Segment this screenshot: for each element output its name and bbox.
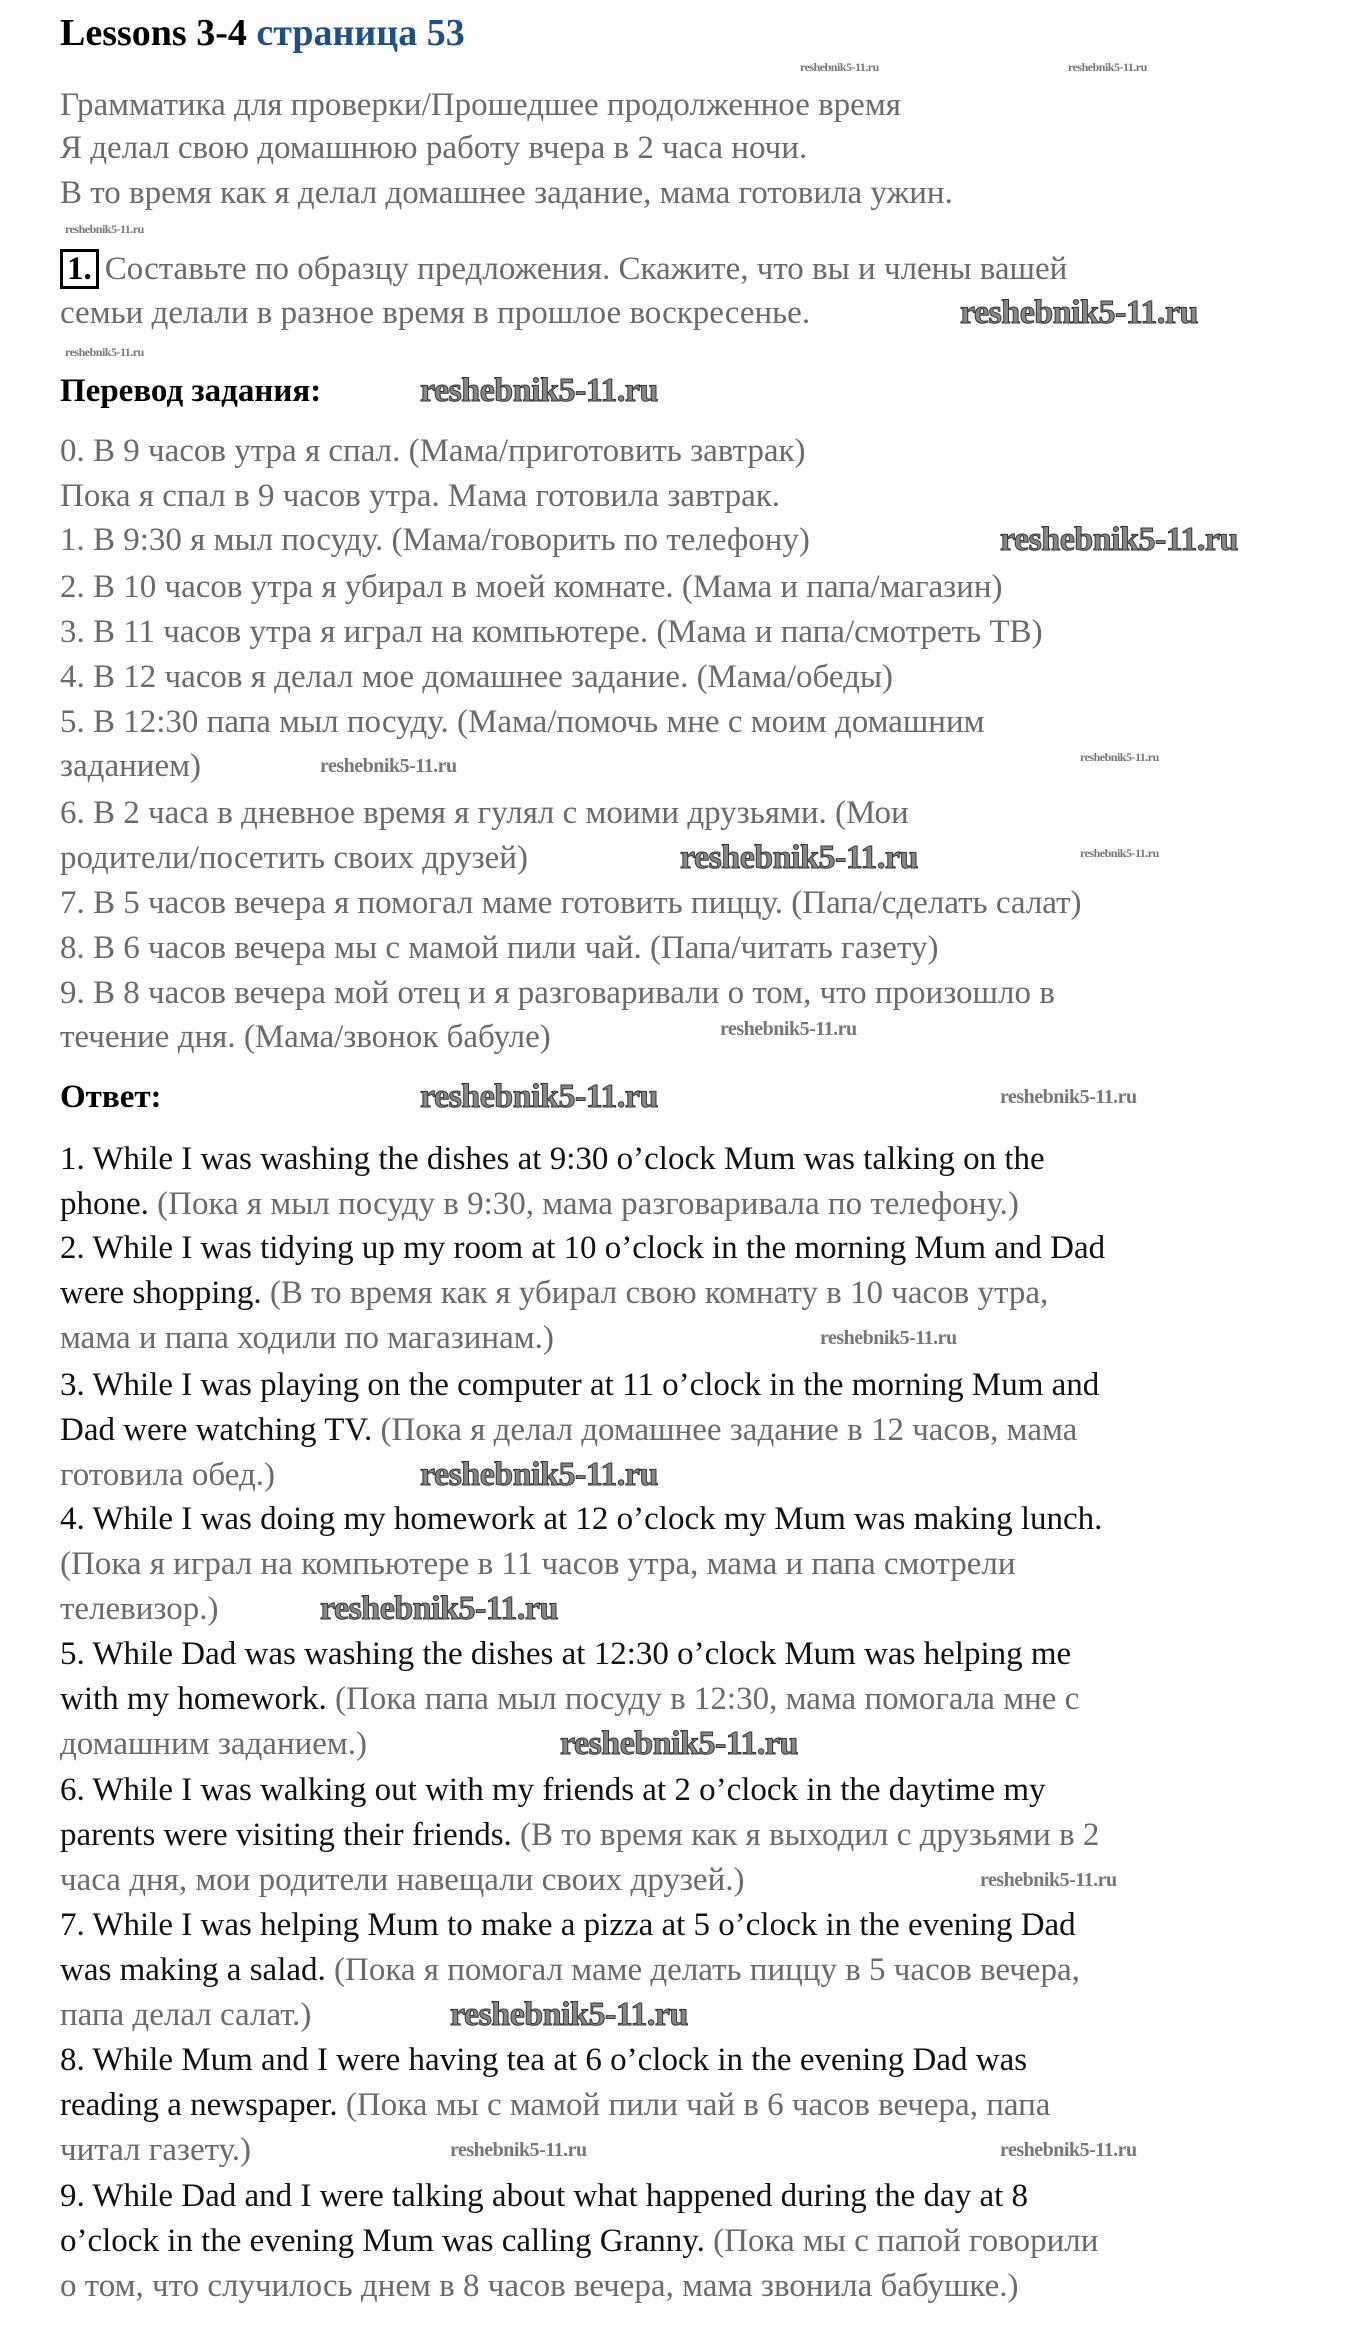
- answer-text: was making a salad.: [60, 1952, 335, 1988]
- text-line: [60, 883, 1082, 923]
- russian-text: (Пока я играл на компьютере в 11 часов утра, мама и папа смотрели: [60, 1546, 1016, 1582]
- text-line: [60, 1815, 1099, 1855]
- watermark: reshebnik5-11.ru: [980, 1869, 1117, 1891]
- watermark: reshebnik5-11.ru: [1080, 846, 1159, 860]
- text-line: [60, 2176, 1028, 2216]
- text-line: [60, 1273, 1048, 1313]
- text-line: [60, 1228, 1105, 1268]
- russian-text: 8. В 6 часов вечера мы с мамой пили чай. (Папа/читать газету): [60, 930, 939, 966]
- text-line: [60, 1770, 1046, 1810]
- text-line: [60, 973, 1055, 1013]
- text-line: [60, 1634, 1071, 1674]
- russian-text: (Пока папа мыл посуду в 12:30, мама помогала мне с: [334, 1681, 1080, 1717]
- answer-text: 8. While Mum and I were having tea at 6 o’clock in the evening Dad was: [60, 2042, 1028, 2078]
- text-line: [60, 1318, 554, 1358]
- watermark: reshebnik5-11.ru: [65, 222, 144, 236]
- watermark: reshebnik5-11.ru: [320, 1590, 558, 1627]
- russian-text: 0. В 9 часов утра я спал. (Мама/приготовить завтрак): [60, 433, 806, 469]
- russian-text: телевизор.): [60, 1591, 219, 1627]
- russian-text: 6. В 2 часа в дневное время я гулял с моими друзьями. (Мои: [60, 795, 909, 831]
- text-line: [60, 2040, 1027, 2080]
- text-line: [60, 1905, 1076, 1945]
- text-line: [60, 1455, 275, 1495]
- answer-text: 3. While I was playing on the computer at 11 o’clock in the morning Mum and: [60, 1367, 1100, 1403]
- russian-text: папа делал салат.): [60, 1997, 312, 2033]
- text-line: [60, 1860, 744, 1900]
- watermark: reshebnik5-11.ru: [65, 345, 144, 359]
- russian-text: (Пока я мыл посуду в 9:30, мама разговаривала по телефону.): [157, 1186, 1019, 1222]
- text-line: [60, 793, 909, 833]
- text-line: [60, 1139, 1045, 1179]
- watermark: reshebnik5-11.ru: [450, 2139, 587, 2161]
- text-line: [60, 476, 780, 516]
- russian-text: 1. В 9:30 я мыл посуду. (Мама/говорить по телефону): [60, 522, 810, 558]
- answer-text: 1. While I was washing the dishes at 9:30 o’clock Mum was talking on the: [60, 1141, 1045, 1177]
- answer-text: phone.: [60, 1186, 158, 1222]
- watermark: reshebnik5-11.ru: [800, 60, 879, 74]
- russian-text: часа дня, мои родители навещали своих друзей.): [60, 1862, 745, 1898]
- text-line: [60, 173, 953, 213]
- russian-text: течение дня. (Мама/звонок бабуле): [60, 1019, 551, 1055]
- text-line: [60, 1679, 1079, 1719]
- russian-text: заданием): [60, 748, 201, 784]
- text-line: [60, 2130, 251, 2170]
- lessons-label: Lessons 3-4: [60, 12, 247, 54]
- watermark: reshebnik5-11.ru: [320, 755, 457, 777]
- watermark: reshebnik5-11.ru: [720, 1018, 857, 1040]
- russian-text: (Пока мы с папой говорили: [713, 2223, 1099, 2259]
- text-line: [60, 1077, 162, 1117]
- russian-text: домашним заданием.): [60, 1726, 368, 1762]
- russian-text: 4. В 12 часов я делал мое домашнее задание. (Мама/обеды): [60, 659, 894, 695]
- russian-text: Пока я спал в 9 часов утра. Мама готовила завтрак.: [60, 478, 781, 514]
- russian-text: 2. В 10 часов утра я убирал в моей комнате. (Мама и папа/магазин): [60, 569, 1003, 605]
- answer-text: 9. While Dad and I were talking about what happened during the day at 8: [60, 2178, 1029, 2214]
- watermark: reshebnik5-11.ru: [1000, 2139, 1137, 2161]
- answer-text: reading a newspaper.: [60, 2087, 346, 2123]
- watermark: reshebnik5-11.ru: [1080, 750, 1159, 764]
- section-heading: Ответ:: [60, 1079, 162, 1115]
- answer-text: parents were visiting their friends.: [60, 1817, 521, 1853]
- answer-text: were shopping.: [60, 1275, 270, 1311]
- answer-text: Dad were watching TV.: [60, 1412, 381, 1448]
- watermark: reshebnik5-11.ru: [680, 839, 918, 876]
- text-line: [60, 612, 1043, 652]
- answer-text: 5. While Dad was washing the dishes at 12:30 o’clock Mum was helping me: [60, 1636, 1072, 1672]
- text-line: [60, 702, 984, 742]
- text-line: [60, 838, 528, 878]
- russian-text: о том, что случилось днем в 8 часов вечера, мама звонила бабушке.): [60, 2268, 1019, 2304]
- text-line: [60, 657, 893, 697]
- russian-text: Составьте по образцу предложения. Скажите, что вы и члены вашей: [104, 251, 1068, 287]
- russian-text: В то время как я делал домашнее задание, мама готовила ужин.: [60, 175, 953, 211]
- russian-text: Грамматика для проверки/Прошедшее продолженное время: [60, 87, 901, 123]
- text-line: [60, 371, 321, 411]
- watermark: reshebnik5-11.ru: [960, 294, 1198, 331]
- text-line: [60, 249, 1067, 289]
- russian-text: (Пока я делал домашнее задание в 12 часов, мама: [380, 1412, 1078, 1448]
- text-line: [60, 1544, 1016, 1584]
- answer-text: with my homework.: [60, 1681, 335, 1717]
- russian-text: (В то время как я убирал свою комнату в 10 часов утра,: [269, 1275, 1049, 1311]
- watermark: reshebnik5-11.ru: [1000, 521, 1238, 558]
- watermark: reshebnik5-11.ru: [820, 1327, 957, 1349]
- text-line: [60, 746, 201, 786]
- text-line: [60, 1589, 219, 1629]
- text-line: [60, 2085, 1050, 2125]
- russian-text: семьи делали в разное время в прошлое воскресенье.: [60, 295, 811, 331]
- text-line: [60, 1950, 1080, 1990]
- text-line: [60, 85, 901, 125]
- text-line: [60, 1017, 551, 1057]
- russian-text: готовила обед.): [60, 1457, 275, 1493]
- text-line: [60, 2266, 1018, 2306]
- watermark: reshebnik5-11.ru: [420, 372, 658, 409]
- exercise-number: 1.: [60, 249, 99, 289]
- russian-text: родители/посетить своих друзей): [60, 840, 528, 876]
- watermark: reshebnik5-11.ru: [420, 1456, 658, 1493]
- russian-text: (Пока я помогал маме делать пиццу в 5 часов вечера,: [334, 1952, 1080, 1988]
- text-line: [60, 1499, 1102, 1539]
- page-title: [60, 13, 465, 53]
- watermark: reshebnik5-11.ru: [1000, 1086, 1137, 1108]
- text-line: [60, 567, 1002, 607]
- watermark: reshebnik5-11.ru: [420, 1078, 658, 1115]
- text-line: [60, 128, 807, 168]
- text-line: [60, 1724, 367, 1764]
- text-line: [60, 431, 806, 471]
- russian-text: 3. В 11 часов утра я играл на компьютере. (Мама и папа/смотреть ТВ): [60, 614, 1043, 650]
- russian-text: 9. В 8 часов вечера мой отец и я разговаривали о том, что произошло в: [60, 975, 1055, 1011]
- text-line: [60, 1995, 311, 2035]
- watermark: reshebnik5-11.ru: [450, 1996, 688, 2033]
- section-heading: Перевод задания:: [60, 373, 322, 409]
- answer-text: o’clock in the evening Mum was calling Granny.: [60, 2223, 714, 2259]
- russian-text: (В то время как я выходил с друзьями в 2: [520, 1817, 1100, 1853]
- russian-text: Я делал свою домашнюю работу вчера в 2 часа ночи.: [60, 130, 808, 166]
- text-line: [60, 1365, 1099, 1405]
- text-line: [60, 1184, 1019, 1224]
- text-line: [60, 293, 810, 333]
- answer-text: 7. While I was helping Mum to make a pizza at 5 o’clock in the evening Dad: [60, 1907, 1076, 1943]
- russian-text: мама и папа ходили по магазинам.): [60, 1320, 554, 1356]
- text-line: [60, 520, 810, 560]
- text-line: [60, 2221, 1098, 2261]
- russian-text: 5. В 12:30 папа мыл посуду. (Мама/помочь мне с моим домашним: [60, 704, 985, 740]
- watermark: reshebnik5-11.ru: [1068, 60, 1147, 74]
- watermark: reshebnik5-11.ru: [560, 1725, 798, 1762]
- russian-text: 7. В 5 часов вечера я помогал маме готовить пиццу. (Папа/сделать салат): [60, 885, 1082, 921]
- answer-text: 6. While I was walking out with my friends at 2 o’clock in the daytime my: [60, 1772, 1046, 1808]
- answer-text: 2. While I was tidying up my room at 10 o’clock in the morning Mum and Dad: [60, 1230, 1106, 1266]
- russian-text: читал газету.): [60, 2132, 252, 2168]
- text-line: [60, 928, 938, 968]
- answer-text: 4. While I was doing my homework at 12 o’clock my Mum was making lunch.: [60, 1501, 1103, 1537]
- text-line: [60, 1410, 1077, 1450]
- page-number: страница 53: [256, 12, 465, 54]
- russian-text: (Пока мы с мамой пили чай в 6 часов вечера, папа: [345, 2087, 1051, 2123]
